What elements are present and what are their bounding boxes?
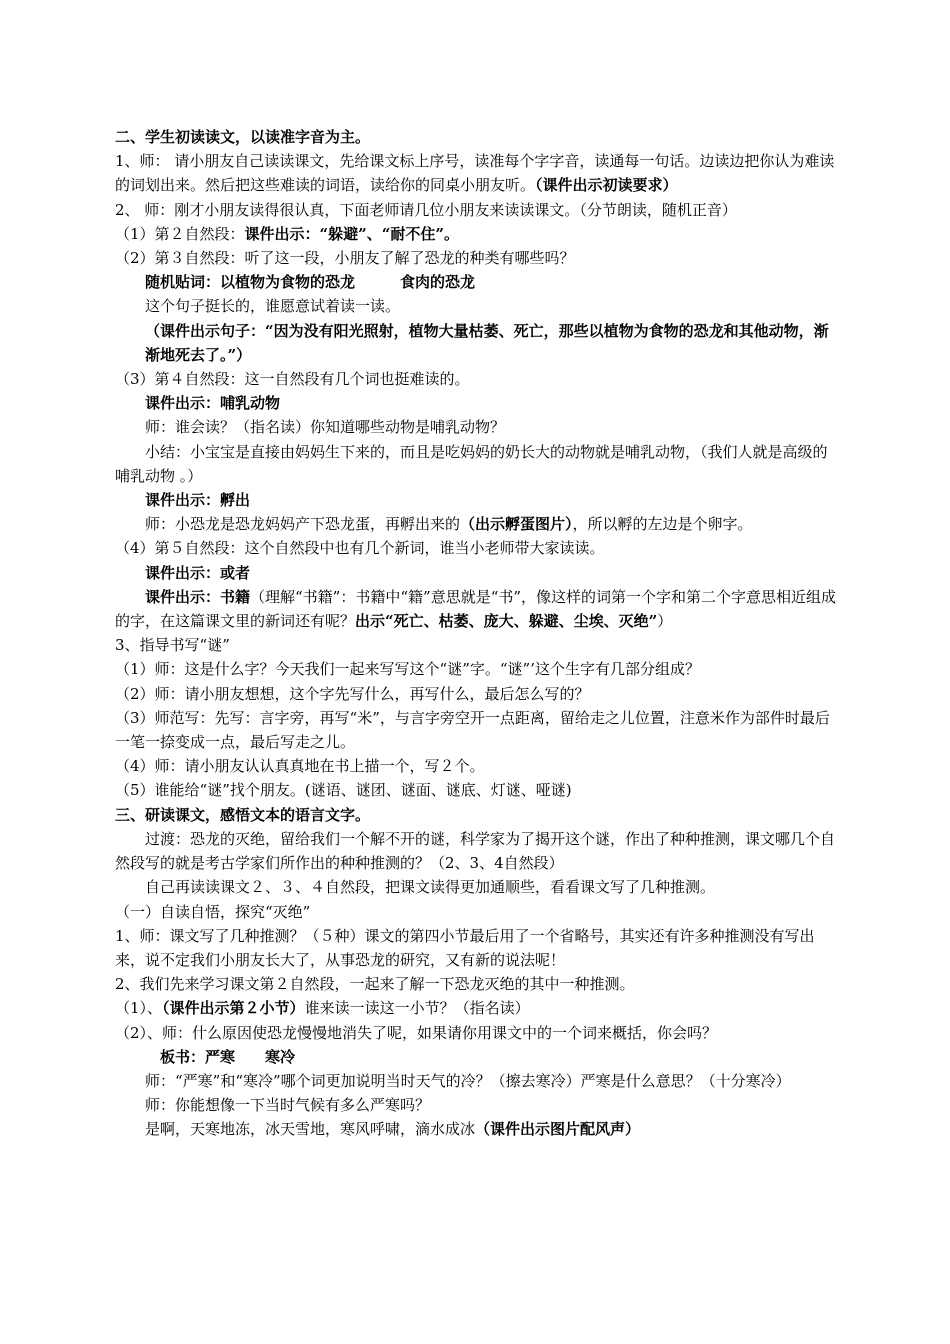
paragraph-18: （1）师：这是什么字？今天我们一起来写写这个“谜”字。“谜”’这个生字有几部分组成？ <box>115 660 700 679</box>
paragraph-22: （5）谁能给“谜”找个朋友。(谜语、谜团、谜面、谜底、灯谜、哑谜) <box>115 781 572 800</box>
paragraph-1: 1、师： 请小朋友自己读读课文，先给课文标上序号，读准每个字字音，读通每一句话。边读边把你认为难读的词划出来。然后把这些难读的词语，读给你的同桌小朋友听。（课件出示初读要求） <box>115 152 835 195</box>
paragraph-15: 课件出示：或者 <box>145 563 251 582</box>
paragraph-9: 课件出示：哺乳动物 <box>145 394 281 413</box>
paragraph-11: 小结：小宝宝是直接由妈妈生下来的，而且是吃妈妈的奶长大的动物就是哺乳动物，（我们人就是高级的哺乳动物 。） <box>115 442 828 485</box>
paragraph-20: （3）师范写：先写：言字旁，再写“米”，与言字旁空开一点距离，留给走之儿位置，注意米作为部件时最后一笔一捺变成一点，最后写走之儿。 <box>115 708 830 752</box>
paragraph-29: （2）、师：什么原因使恐龙慢慢地消失了呢，如果请你用课文中的一个词来概括，你会吗？ <box>115 1023 718 1042</box>
paragraph-17: 3、指导书写“谜” <box>115 636 230 655</box>
paragraph-32: 师：你能想像一下当时气候有多么严寒吗？ <box>145 1096 431 1115</box>
paragraph-31: 师：“严寒”和“寒冷”哪个词更加说明当时天气的冷？（擦去寒冷）严寒是什么意思？（十分寒冷） <box>145 1071 791 1090</box>
paragraph-24: 自己再读读课文２、３、４自然段，把课文读得更加通顺些，看看课文写了几种推测。 <box>145 878 716 897</box>
paragraph-12: 课件出示：孵出 <box>145 491 251 510</box>
paragraph-33: 是啊，天寒地冻，冰天雪地，寒风呼啸，滴水成冰（课件出示图片配风声） <box>145 1120 641 1139</box>
paragraph-14: （4）第５自然段：这个自然段中也有几个新词，谁当小老师带大家读读。 <box>115 539 605 558</box>
section-title-2: 二、学生初读读文，以读准字音为主。 <box>115 128 371 146</box>
paragraph-16: 课件出示：书籍（理解“书籍”：书籍中“籍”意思就是“书”，像这样的词第一个字和第二个字意思相近组成的字，在这篇课文里的新词还有呢？出示“死亡、枯萎、庞大、躲避、尘埃、灭绝”） <box>115 587 837 631</box>
section-title-3: 三、研读课文，感悟文本的语言文字。 <box>115 805 371 824</box>
paragraph-4: （2）第３自然段：听了这一段，小朋友了解了恐龙的种类有哪些吗？ <box>115 249 575 268</box>
paragraph-2: 2、 师：刚才小朋友读得很认真，下面老师请几位小朋友来读读课文。（分节朗读，随机正音） <box>115 200 737 219</box>
paragraph-6: 这个句子挺长的，谁愿意试着读一读。 <box>145 297 401 316</box>
lesson-plan-body <box>115 125 840 1142</box>
paragraph-10: 师：谁会读？（指名读）你知道哪些动物是哺乳动物？ <box>145 418 506 437</box>
paragraph-13: 师：小恐龙是恐龙妈妈产下恐龙蛋，再孵出来的（出示孵蛋图片），所以孵的左边是个卵字。 <box>145 515 753 534</box>
paragraph-3: （1）第２自然段：课件出示：“躲避”、“耐不住”。 <box>115 224 460 243</box>
paragraph-5: 随机贴词：以植物为食物的恐龙 食肉的恐龙 <box>145 273 476 292</box>
paragraph-8: （3）第４自然段：这一自然段有几个词也挺难读的。 <box>115 370 470 389</box>
paragraph-19: （2）师：请小朋友想想，这个字先写什么，再写什么，最后怎么写的？ <box>115 684 590 703</box>
paragraph-7: （课件出示句子：“因为没有阳光照射，植物大量枯萎、死亡，那些以植物为食物的恐龙和其他动物，渐渐地死去了。”） <box>145 321 829 364</box>
paragraph-25: （一）自读自悟，探究“灭绝” <box>115 902 311 921</box>
paragraph-23: 过渡：恐龙的灭绝，留给我们一个解不开的谜，科学家为了揭开这个谜，作出了种种推测，课文哪几个自然段写的就是考古学家们所作出的种种推测的？（2、3、4自然段） <box>115 829 836 873</box>
paragraph-28: （1）、（课件出示第２小节）谁来读一读这一小节？（指名读） <box>115 999 530 1018</box>
paragraph-30: 板书：严寒 寒冷 <box>160 1047 296 1066</box>
paragraph-27: 2、我们先来学习课文第２自然段，一起来了解一下恐龙灭绝的其中一种推测。 <box>115 975 635 994</box>
paragraph-26: 1、师：课文写了几种推测？（５种）课文的第四小节最后用了一个省略号，其实还有许多种推测没有写出来，说不定我们小朋友长大了，从事恐龙的研究，又有新的说法呢！ <box>115 926 815 969</box>
paragraph-21: （4）师：请小朋友认认真真地在书上描一个，写２个。 <box>115 757 485 776</box>
